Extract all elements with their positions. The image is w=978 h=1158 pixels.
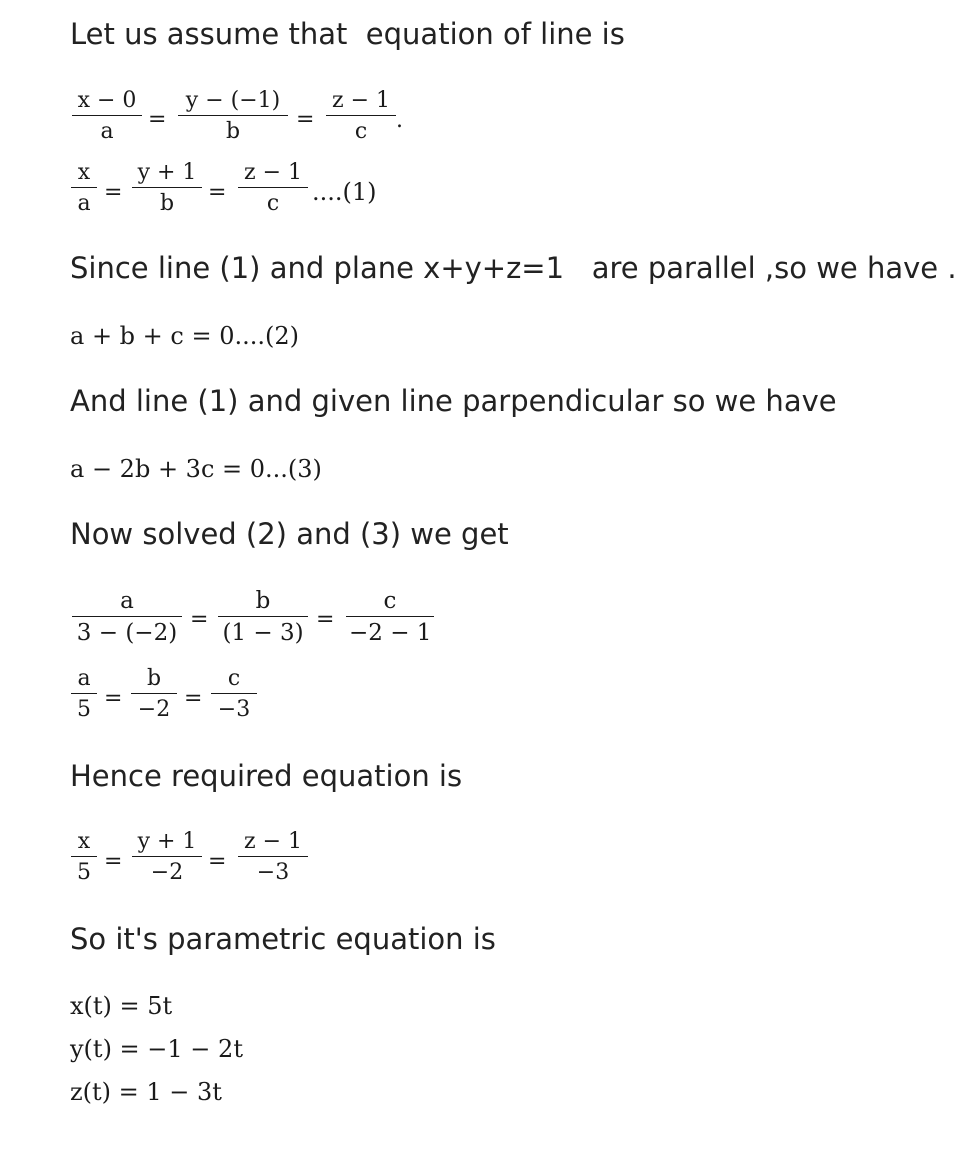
equals-sign: = bbox=[316, 607, 335, 632]
fraction bbox=[212, 666, 256, 723]
equation-sum: a + b + c = 0....(2) bbox=[70, 322, 299, 350]
denominator: 5 bbox=[71, 856, 97, 885]
denominator: b bbox=[178, 115, 288, 144]
denominator: 3 − (−2) bbox=[72, 616, 182, 646]
numerator: b bbox=[255, 588, 271, 614]
equals-sign: = bbox=[296, 107, 315, 132]
equals-sign: = bbox=[184, 686, 203, 711]
numerator: c bbox=[383, 588, 397, 614]
numerator: y + 1 bbox=[137, 160, 197, 185]
equals-sign: = bbox=[190, 607, 209, 632]
perpendicular-text: And line (1) and given line parpendicular so we have bbox=[70, 384, 837, 418]
denominator: (1 − 3) bbox=[218, 616, 308, 646]
fraction bbox=[238, 829, 308, 886]
parallel-text: Since line (1) and plane x+y+z=1 are parallel ,so we have . bbox=[70, 251, 957, 285]
fraction bbox=[132, 160, 202, 217]
numerator: a bbox=[77, 666, 91, 691]
equals-sign: = bbox=[148, 107, 167, 132]
numerator: x bbox=[77, 160, 91, 185]
fraction bbox=[178, 88, 288, 145]
equals-sign: = bbox=[104, 849, 123, 874]
denominator: −3 bbox=[211, 693, 257, 722]
param-x: x(t) = 5t bbox=[70, 992, 173, 1020]
numerator: z − 1 bbox=[243, 160, 302, 185]
denominator: c bbox=[238, 187, 308, 216]
numerator: z − 1 bbox=[331, 88, 390, 113]
fraction bbox=[72, 666, 96, 723]
solved-text: Now solved (2) and (3) we get bbox=[70, 517, 509, 551]
intro-text: Let us assume that equation of line is bbox=[70, 17, 625, 51]
fraction bbox=[132, 829, 202, 886]
equation-perpendicular: a − 2b + 3c = 0...(3) bbox=[70, 455, 322, 483]
period: . bbox=[396, 108, 403, 133]
param-text: So it's parametric equation is bbox=[70, 922, 496, 956]
fraction bbox=[72, 588, 182, 647]
fraction bbox=[218, 588, 308, 647]
denominator: b bbox=[132, 187, 202, 216]
numerator: y − (−1) bbox=[185, 88, 281, 113]
fraction bbox=[72, 160, 96, 217]
numerator: a bbox=[120, 588, 134, 614]
fraction bbox=[132, 666, 176, 723]
fraction bbox=[72, 88, 142, 145]
numerator: b bbox=[146, 666, 162, 691]
denominator: c bbox=[326, 115, 396, 144]
denominator: −2 bbox=[132, 856, 202, 885]
numerator: c bbox=[227, 666, 241, 691]
numerator: x − 0 bbox=[77, 88, 137, 113]
fraction bbox=[238, 160, 308, 217]
equation-label: ....(1) bbox=[312, 178, 377, 206]
denominator: a bbox=[72, 115, 142, 144]
fraction bbox=[346, 588, 434, 647]
param-z: z(t) = 1 − 3t bbox=[70, 1078, 222, 1106]
numerator: y + 1 bbox=[137, 829, 197, 854]
numerator: x bbox=[77, 829, 91, 854]
denominator: −2 − 1 bbox=[346, 616, 434, 646]
hence-text: Hence required equation is bbox=[70, 759, 463, 793]
numerator: z − 1 bbox=[243, 829, 302, 854]
equals-sign: = bbox=[208, 180, 227, 205]
denominator: 5 bbox=[71, 693, 97, 722]
denominator: a bbox=[71, 187, 97, 216]
denominator: −3 bbox=[238, 856, 308, 885]
param-y: y(t) = −1 − 2t bbox=[70, 1035, 243, 1063]
equals-sign: = bbox=[104, 180, 123, 205]
denominator: −2 bbox=[131, 693, 177, 722]
equals-sign: = bbox=[104, 686, 123, 711]
fraction bbox=[326, 88, 396, 145]
equals-sign: = bbox=[208, 849, 227, 874]
fraction bbox=[72, 829, 96, 886]
